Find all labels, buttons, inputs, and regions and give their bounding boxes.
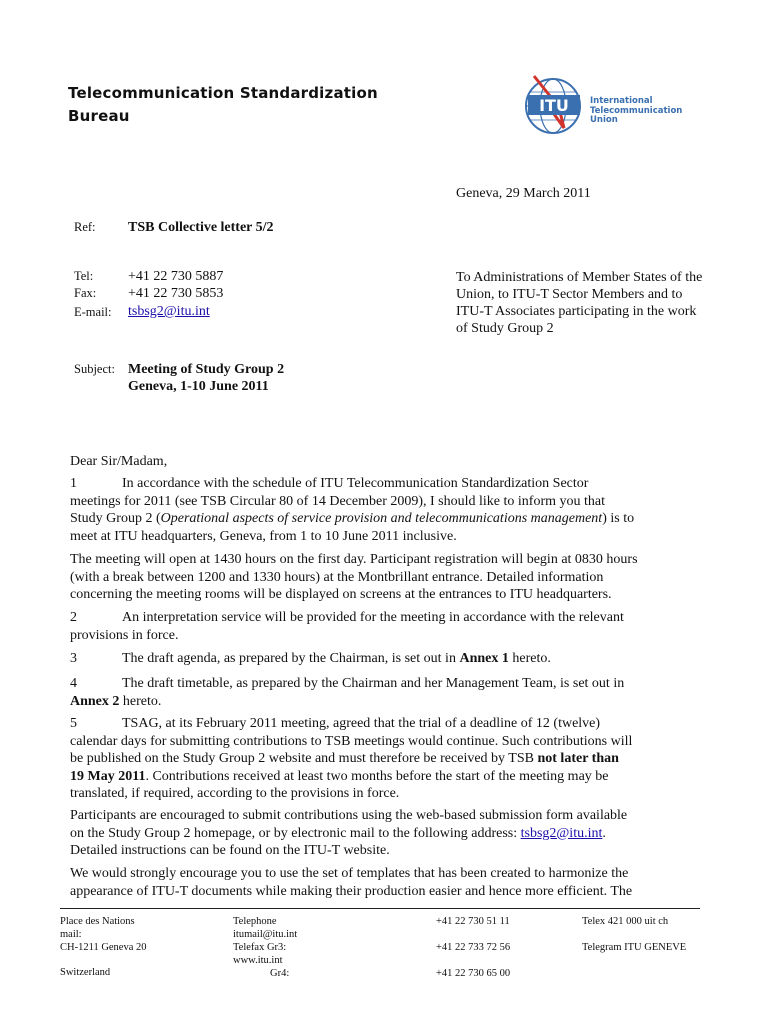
text: meet at ITU headquarters, Geneva, from 1 to 10 June 2011 inclusive. (70, 528, 457, 544)
itu-logo-text (590, 97, 682, 126)
footer-col-telex (582, 915, 686, 954)
text: hereto. (508, 651, 551, 666)
text: appearance of ITU-T documents while making their production easier and hence more efficient. The (70, 883, 633, 899)
email-link[interactable]: tsbsg2@itu.int (128, 304, 210, 319)
footer-text: Telefax Gr3: (233, 942, 287, 953)
footer-text: mail: (60, 929, 82, 940)
addressee-line1: To Administrations of Member States of the (456, 270, 703, 285)
footer-col-numbers (436, 915, 510, 980)
tel-value: +41 22 730 5887 (128, 269, 224, 284)
deadline-emphasis: not later than (537, 751, 619, 766)
paragraph-number: 4 (70, 676, 77, 691)
addressee-line3: ITU-T Associates participating in the work (456, 304, 697, 319)
footer-text: CH-1211 Geneva 20 (60, 942, 147, 953)
svg-text:ITU: ITU (539, 96, 569, 115)
paragraph-3 (70, 650, 710, 668)
footer-col-contact (233, 915, 297, 980)
annex-2-reference: Annex 2 (70, 693, 120, 709)
text: calendar days for submitting contributions to TSB meetings would continue. Such contributions will (70, 733, 633, 749)
text: The draft timetable, as prepared by the Chairman and her Management Team, is set out in (122, 676, 625, 691)
ref-label: Ref: (74, 220, 96, 234)
annex-1-reference: Annex 1 (459, 651, 509, 666)
paragraph-2 (70, 609, 710, 644)
addressee-line4: of Study Group 2 (456, 321, 554, 336)
paragraph-number: 5 (70, 716, 77, 731)
paragraph-1b (70, 551, 710, 604)
footer-text: +41 22 733 72 56 (436, 942, 511, 953)
paragraph-number: 3 (70, 651, 77, 666)
fax-value: +41 22 730 5853 (128, 286, 224, 301)
text: Study Group 2 ( (70, 511, 161, 526)
addressee-line2: Union, to ITU-T Sector Members and to (456, 287, 683, 302)
subject-line2: Geneva, 1-10 June 2011 (128, 379, 269, 394)
text: concerning the meeting rooms will be displayed on screens at the entrances to ITU headquarters. (70, 587, 612, 602)
text: (with a break between 1200 and 1330 hours) at the Montbrillant entrance. Detailed information (70, 569, 604, 585)
text: We would strongly encourage you to use the set of templates that has been created to harmonize the (70, 866, 629, 881)
fax-label: Fax: (74, 286, 97, 300)
paragraph-number: 1 (70, 476, 77, 491)
footer-text: Telephone (233, 916, 277, 927)
text: The draft agenda, as prepared by the Chairman, is set out in (122, 651, 460, 666)
text: . (602, 825, 606, 841)
text: meetings for 2011 (see TSB Circular 80 of 14 December 2009), I should like to inform you that (70, 493, 606, 509)
footer-text: Switzerland (60, 967, 111, 978)
text: be published on the Study Group 2 website and must therefore be received by TSB (70, 751, 538, 766)
itu-logo (520, 70, 710, 140)
text: on the Study Group 2 homepage, or by electronic mail to the following address: (70, 825, 521, 841)
footer-text: www.itu.int (233, 955, 283, 966)
paragraph-4 (70, 675, 710, 710)
organization-name-line1: Telecommunication Standardization (68, 84, 378, 102)
paragraph-7 (70, 865, 710, 900)
footer-divider (60, 908, 700, 909)
organization-name (68, 82, 378, 128)
logo-text-line2: Telecommunication (590, 105, 683, 116)
footer-col-address (60, 915, 147, 979)
email-label: E-mail: (74, 305, 112, 319)
tel-label: Tel: (74, 269, 94, 283)
footer-text: +41 22 730 51 11 (436, 916, 510, 927)
text: provisions in force. (70, 627, 179, 643)
addressee-block (456, 269, 702, 337)
text: Detailed instructions can be found on the ITU-T website. (70, 843, 390, 858)
ref-value: TSB Collective letter 5/2 (128, 220, 274, 235)
text: An interpretation service will be provided for the meeting in accordance with the relevant (122, 610, 624, 625)
organization-name-line2: Bureau (68, 107, 130, 125)
email-link-body[interactable]: tsbsg2@itu.int (520, 825, 603, 841)
deadline-date: 19 May 2011 (70, 768, 146, 784)
footer-text: Gr4: (270, 968, 290, 979)
footer-text: Telegram ITU GENEVE (582, 942, 687, 953)
paragraph-6 (70, 807, 710, 860)
footer-text: Telex 421 000 uit ch (582, 916, 669, 927)
paragraph-5 (70, 715, 710, 803)
study-group-mandate: Operational aspects of service provision and telecommunications management (160, 511, 603, 526)
subject-value (128, 361, 284, 395)
paragraph-1 (70, 475, 710, 545)
salutation: Dear Sir/Madam, (70, 454, 168, 469)
paragraph-number: 2 (70, 610, 77, 625)
letter-date: Geneva, 29 March 2011 (456, 186, 591, 201)
logo-text-line3: Union (590, 115, 618, 125)
logo-text-line1: International (590, 96, 653, 106)
text: The meeting will open at 1430 hours on the first day. Participant registration will begin at 0830 hours (70, 552, 638, 567)
footer-text: Place des Nations (60, 916, 135, 927)
text: ) is to (602, 511, 635, 526)
text: TSAG, at its February 2011 meeting, agreed that the trial of a deadline of 12 (twelve) (122, 716, 601, 731)
subject-label: Subject: (74, 362, 115, 376)
text: Participants are encouraged to submit contributions using the web-based submission form available (70, 808, 628, 823)
footer-text: itumail@itu.int (233, 929, 298, 940)
text: . Contributions received at least two months before the start of the meeting may be (145, 768, 609, 784)
text: In accordance with the schedule of ITU Telecommunication Standardization Sector (122, 476, 589, 491)
footer-text: +41 22 730 65 00 (436, 968, 511, 979)
text: translated, if required, according to the provisions in force. (70, 786, 400, 801)
itu-globe-icon (520, 70, 590, 140)
text: hereto. (119, 693, 162, 709)
subject-line1: Meeting of Study Group 2 (128, 362, 285, 377)
